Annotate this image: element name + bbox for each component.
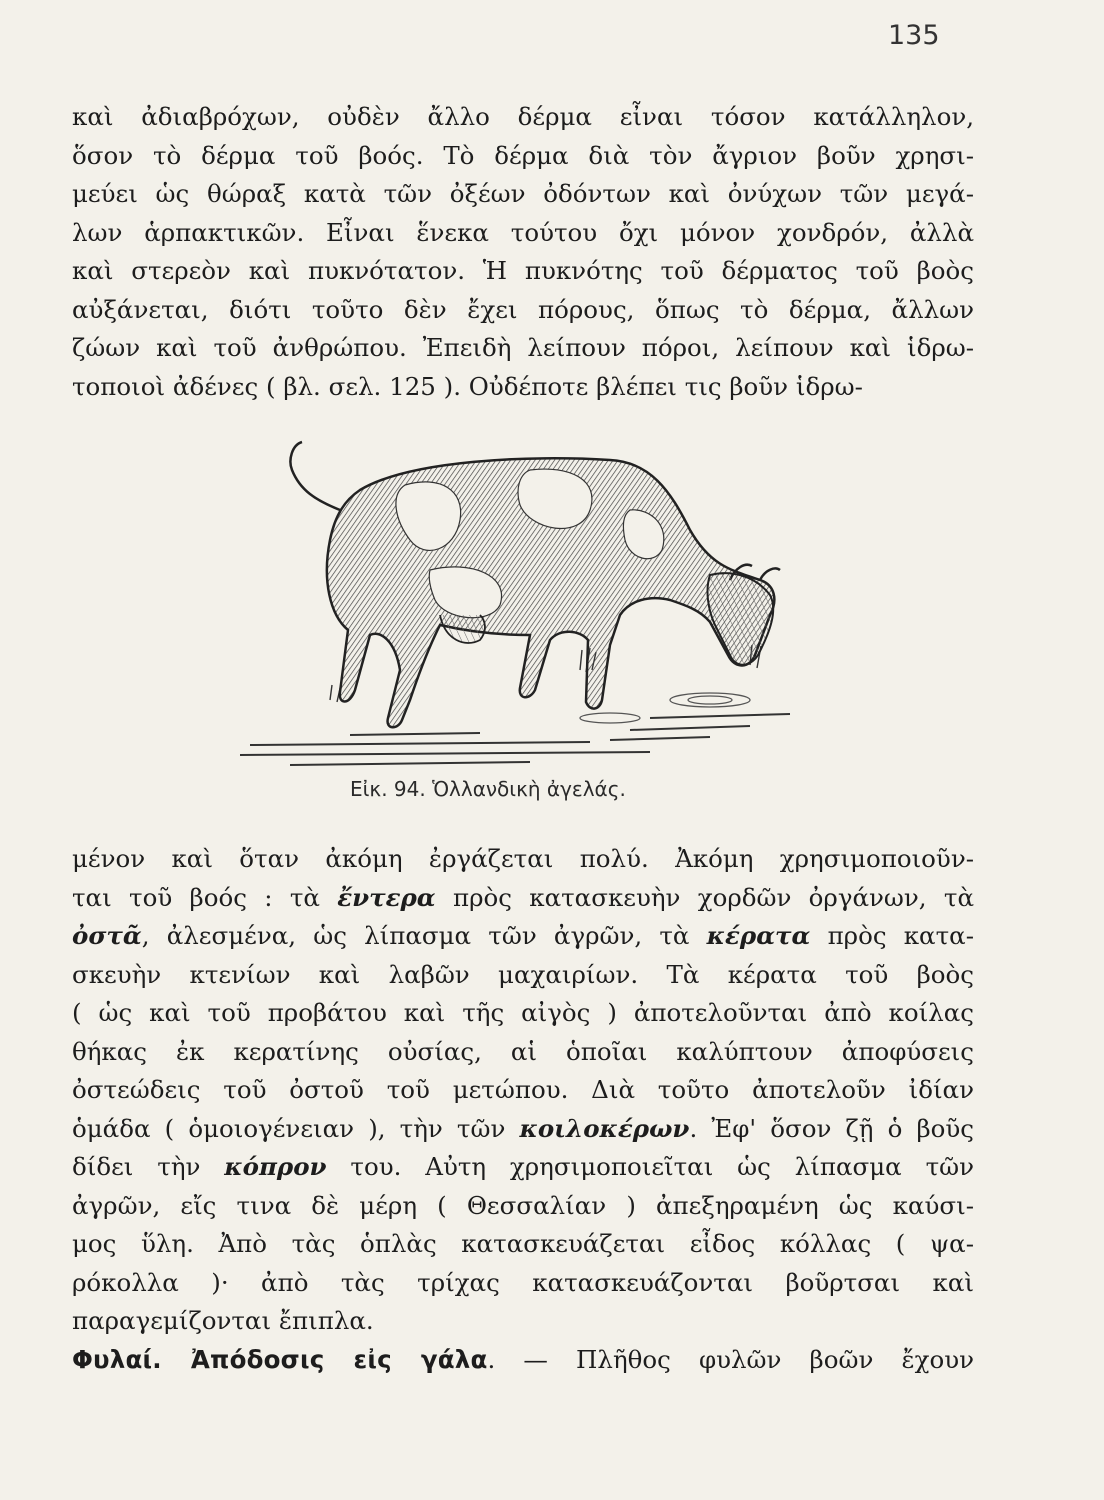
term-kerata: κέρατα bbox=[706, 921, 811, 950]
text-line: μεύει ὡς θώραξ κατὰ τῶν ὀξέων ὀδόντων καὶ ὀνύχων τῶν μεγά- bbox=[72, 179, 974, 208]
text-line: θήκας ἐκ κερατίνης οὐσίας, αἱ ὁποῖαι καλύπτουν ἀποφύσεις bbox=[72, 1036, 974, 1066]
text-line: μος ὕλη. Ἀπὸ τὰς ὁπλὰς κατασκευάζεται εἶδος κόλλας ( ψα- bbox=[72, 1229, 974, 1258]
page-number: 135 bbox=[888, 20, 940, 51]
text-line bbox=[72, 1110, 974, 1149]
body-text-top bbox=[72, 98, 974, 406]
text-line: τοποιοὶ ἀδένες ( βλ. σελ. 125 ). Οὐδέποτε βλέπει τις βοῦν ἱδρω- bbox=[72, 371, 863, 401]
term-kopron: κόπρον bbox=[224, 1152, 327, 1181]
cow-body bbox=[290, 442, 780, 727]
text-line: παραγεμίζονται ἔπιπλα. bbox=[72, 1306, 374, 1335]
text-line bbox=[72, 879, 974, 918]
text-run: πρὸς κατα- bbox=[810, 921, 974, 950]
text-run: . Ἐφ' ὅσον ζῇ ὁ βοῦς bbox=[689, 1113, 974, 1143]
text-line: καὶ στερεὸν καὶ πυκνότατον. Ἡ πυκνότης τοῦ δέρματος τοῦ βοὸς bbox=[72, 256, 974, 285]
text-run: του. Αὐτη χρησιμοποιεῖται ὡς λίπασμα τῶν bbox=[326, 1152, 975, 1181]
text-line: καὶ ἀδιαβρόχων, οὐδὲν ἄλλο δέρμα εἶναι τόσον κατάλληλον, bbox=[72, 102, 974, 131]
cow-illustration bbox=[230, 400, 810, 790]
text-line: ζώων καὶ τοῦ ἀνθρώπου. Ἐπειδὴ λείπουν πόροι, λείπουν καὶ ἱδρω- bbox=[72, 333, 974, 362]
text-line: ( ὡς καὶ τοῦ προβάτου καὶ τῆς αἰγὸς ) ἀποτελοῦνται ἀπὸ κοίλας bbox=[72, 998, 974, 1027]
ground-lines bbox=[240, 714, 790, 765]
text-line bbox=[72, 917, 974, 956]
text-line: σκευὴν κτενίων καὶ λαβῶν μαχαιρίων. Τὰ κέρατα τοῦ βοὸς bbox=[72, 959, 974, 989]
figure-cow-illustration bbox=[230, 400, 810, 790]
term-entera: ἔντερα bbox=[337, 882, 436, 912]
text-run: . — Πλῆθος φυλῶν βοῶν ἔχουν bbox=[487, 1344, 974, 1374]
text-line: μένον καὶ ὅταν ἀκόμη ἐργάζεται πολύ. Ἀκόμη χρησιμοποιοῦν- bbox=[72, 844, 974, 873]
text-line: ὀστεώδεις τοῦ ὀστοῦ τοῦ μετώπου. Διὰ τοῦτο ἀποτελοῦν ἰδίαν bbox=[72, 1075, 974, 1104]
term-koilokeron: κοιλοκέρων bbox=[519, 1113, 690, 1143]
text-run: ται τοῦ βοός : τὰ bbox=[72, 882, 338, 912]
text-line: ὅσον τὸ δέρμα τοῦ βοός. Τὸ δέρμα διὰ τὸν ἄγριον βοῦν χρησι- bbox=[72, 140, 974, 170]
text-line bbox=[72, 1148, 974, 1187]
text-run: , ἀλεσμένα, ὡς λίπασμα τῶν ἀγρῶν, τὰ bbox=[141, 921, 707, 950]
body-text-bottom bbox=[72, 840, 974, 1379]
figure-caption: Εἰκ. 94. Ὁλλανδικὴ ἀγελάς. bbox=[350, 777, 626, 801]
term-osta: ὀστᾶ bbox=[72, 921, 142, 950]
text-line: ἀγρῶν, εἴς τινα δὲ μέρη ( Θεσσαλίαν ) ἀπεξηραμένη ὡς καύσι- bbox=[72, 1190, 974, 1220]
text-run: δίδει τὴν bbox=[72, 1152, 225, 1181]
text-run: πρὸς κατασκευὴν χορδῶν ὀργάνων, τὰ bbox=[435, 882, 974, 912]
text-line: αὐξάνεται, διότι τοῦτο δὲν ἔχει πόρους, ὅπως τὸ δέρμα, ἄλλων bbox=[72, 294, 974, 324]
text-run: ὁμάδα ( ὁμοιογένειαν ), τὴν τῶν bbox=[72, 1113, 520, 1143]
section-heading-line bbox=[72, 1341, 974, 1380]
text-line: λων ἁρπακτικῶν. Εἶναι ἕνεκα τούτου ὄχι μόνον χονδρόν, ἀλλὰ bbox=[72, 217, 974, 247]
section-heading: Φυλαί. Ἀπόδοσις εἰς γάλα bbox=[72, 1344, 488, 1374]
text-line: ρόκολλα )· ἀπὸ τὰς τρίχας κατασκευάζονται βοῦρτσαι καὶ bbox=[72, 1267, 974, 1297]
